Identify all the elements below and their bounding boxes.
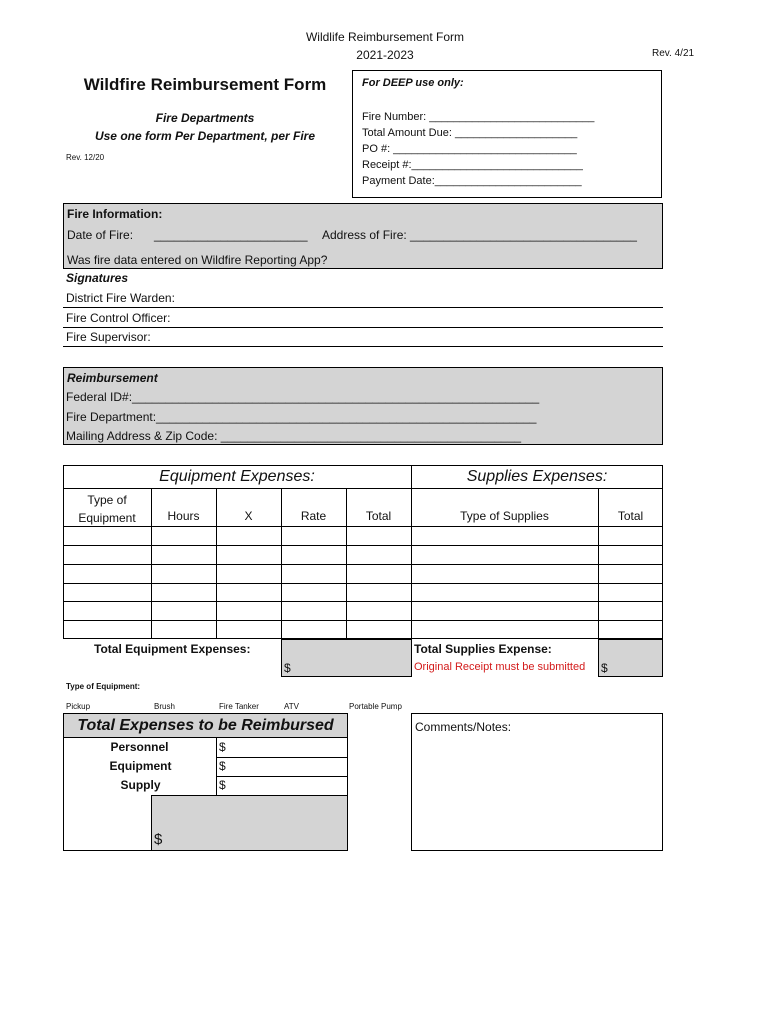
deep-field-receipt[interactable]: Receipt #:____________________________ <box>362 159 583 171</box>
sig-line <box>63 307 663 308</box>
form-header-years: 2021-2023 <box>356 48 414 62</box>
sig-fire-supervisor[interactable]: Fire Supervisor: <box>66 330 151 344</box>
sig-fire-control-officer[interactable]: Fire Control Officer: <box>66 311 171 325</box>
fire-data-question: Was fire data entered on Wildfire Reporting App? <box>67 253 328 267</box>
summary-supply-dollar[interactable]: $ <box>219 778 226 792</box>
equipment-type-pickup: Pickup <box>66 702 91 711</box>
total-equipment-dollar: $ <box>284 661 291 675</box>
col-rate: Rate <box>300 509 327 523</box>
equipment-type-fire-tanker: Fire Tanker <box>219 702 259 711</box>
total-supplies-box[interactable] <box>598 639 663 677</box>
summary-title: Total Expenses to be Reimbursed <box>77 717 334 734</box>
deep-field-po[interactable]: PO #: ______________________________ <box>362 143 577 155</box>
deep-field-fire-number[interactable]: Fire Number: ___________________________ <box>362 111 595 123</box>
equipment-type-atv: ATV <box>284 702 299 711</box>
summary-equipment-label: Equipment <box>109 759 172 773</box>
signatures-heading: Signatures <box>66 271 129 285</box>
summary-equipment-dollar[interactable]: $ <box>219 759 226 773</box>
federal-id-field[interactable]: Federal ID#:_____________________________________________________________ <box>66 390 540 404</box>
form-header-rev: Rev. 4/21 <box>652 48 695 59</box>
total-supplies-label-cell <box>411 639 599 677</box>
col-supplies-total: Total <box>617 509 644 523</box>
total-supplies-label: Total Supplies Expense: <box>414 642 552 656</box>
receipt-note: Original Receipt must be submitted <box>414 661 586 673</box>
subtitle-fire-departments: Fire Departments <box>155 111 255 125</box>
summary-rule <box>216 776 348 777</box>
deep-heading: For DEEP use only: <box>362 77 464 89</box>
date-of-fire-field[interactable]: _______________________ <box>154 228 308 242</box>
fire-info-section <box>63 203 663 269</box>
form-header-title: Wildlife Reimbursement Form <box>305 30 465 44</box>
deep-field-payment-date[interactable]: Payment Date:________________________ <box>362 175 582 187</box>
sig-line <box>63 327 663 328</box>
deep-fields <box>362 109 594 189</box>
page-title: Wildfire Reimbursement Form <box>83 75 327 94</box>
col-x: X <box>244 509 253 523</box>
col-type-line2: Equipment <box>78 511 136 525</box>
summary-personnel-label: Personnel <box>110 740 169 754</box>
comments-box[interactable] <box>411 713 663 851</box>
date-of-fire-label: Date of Fire: <box>67 228 134 242</box>
total-supplies-dollar: $ <box>601 661 608 675</box>
summary-supply-label: Supply <box>120 778 161 792</box>
fire-info-heading: Fire Information: <box>67 207 163 221</box>
equipment-type-brush: Brush <box>154 702 175 711</box>
subtitle-instructions: Use one form Per Department, per Fire <box>94 129 316 143</box>
reimbursement-heading: Reimbursement <box>67 371 158 385</box>
total-equipment-label: Total Equipment Expenses: <box>94 642 251 656</box>
col-type-of-equipment <box>63 491 151 527</box>
total-equipment-box[interactable] <box>281 639 412 677</box>
summary-personnel-dollar[interactable]: $ <box>219 740 226 754</box>
comments-label: Comments/Notes: <box>415 720 512 734</box>
expense-rows-area[interactable] <box>64 527 662 638</box>
table-rule <box>63 488 663 489</box>
col-type-of-supplies: Type of Supplies <box>460 509 549 523</box>
grand-total-box[interactable] <box>151 795 348 851</box>
sig-district-fire-warden[interactable]: District Fire Warden: <box>66 291 175 305</box>
reimbursement-section <box>63 367 663 445</box>
equipment-expenses-title: Equipment Expenses: <box>159 468 315 485</box>
deep-use-box <box>352 70 662 198</box>
col-total: Total <box>365 509 392 523</box>
title-rev: Rev. 12/20 <box>66 153 105 162</box>
deep-field-total-amount[interactable]: Total Amount Due: ____________________ <box>362 127 578 139</box>
col-hours: Hours <box>167 509 200 523</box>
fire-department-field[interactable]: Fire Department:_________________________________________________________ <box>66 410 537 424</box>
sig-line <box>63 346 663 347</box>
mailing-address-field[interactable]: Mailing Address & Zip Code: _____________________________________________ <box>66 429 522 443</box>
equipment-types-label: Type of Equipment: <box>66 682 141 691</box>
summary-title-bar <box>63 713 348 738</box>
col-type-line1: Type of <box>87 493 127 507</box>
summary-rule <box>216 757 348 758</box>
grand-total-dollar: $ <box>154 831 163 848</box>
supplies-expenses-title: Supplies Expenses: <box>466 468 608 485</box>
equipment-type-portable-pump: Portable Pump <box>349 702 402 711</box>
address-of-fire-field[interactable]: Address of Fire: __________________________________ <box>322 228 637 242</box>
